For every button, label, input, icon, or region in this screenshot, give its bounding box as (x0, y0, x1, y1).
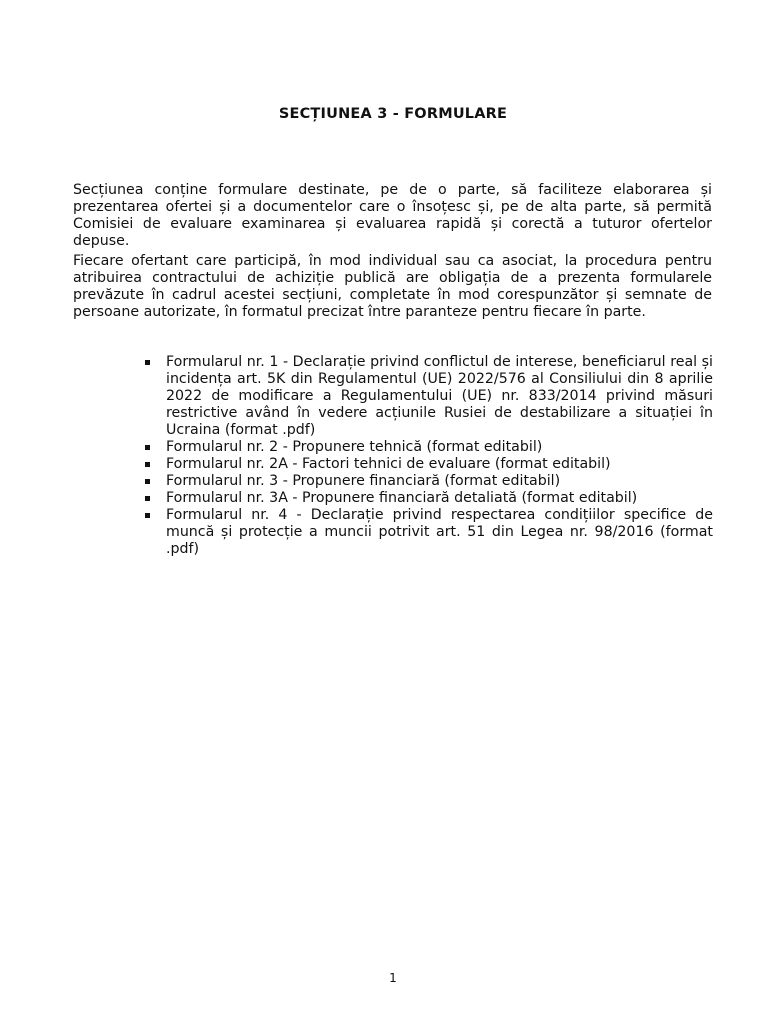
intro-paragraph: Secțiunea conține formulare destinate, pe de o parte, să faciliteze elaborarea și prezentarea ofertei și a documentelor care o însoțesc și, pe de alta parte, să permită Comisiei de evaluare examinarea și evaluarea rapidă și corectă a tuturor ofertelor depuse. (73, 182, 712, 249)
section-title: SECȚIUNEA 3 - FORMULARE (278, 106, 508, 122)
form-item-text: Formularul nr. 2 - Propunere tehnică (format editabil) (166, 439, 543, 455)
page-number: 1 (389, 971, 397, 985)
square-bullet-icon (145, 462, 150, 467)
square-bullet-icon (145, 496, 150, 501)
list-item (166, 507, 713, 558)
list-item (166, 439, 713, 456)
forms-list (166, 354, 713, 558)
square-bullet-icon (145, 513, 150, 518)
form-item-text: Formularul nr. 3A - Propunere financiară detaliată (format editabil) (166, 490, 638, 506)
list-item (166, 473, 713, 490)
obligation-paragraph: Fiecare ofertant care participă, în mod individual sau ca asociat, la procedura pentru atribuirea contractului de achiziție publică are obligația de a prezenta formularele prevăzute în cadrul acestei secțiuni, completate în mod corespunzător și semnate de persoane autorizate, în formatul precizat între paranteze pentru fiecare în parte. (73, 253, 712, 320)
list-item (166, 354, 713, 439)
square-bullet-icon (145, 479, 150, 484)
list-item (166, 456, 713, 473)
form-item-text: Formularul nr. 2A - Factori tehnici de evaluare (format editabil) (166, 456, 611, 472)
form-item-text: Formularul nr. 3 - Propunere financiară (format editabil) (166, 473, 561, 489)
form-item-text: Formularul nr. 4 - Declarație privind respectarea condițiilor specifice de muncă și protecție a muncii potrivit art. 51 din Legea nr. 98/2016 (format .pdf) (166, 507, 713, 557)
square-bullet-icon (145, 360, 150, 365)
list-item (166, 490, 713, 507)
form-item-text: Formularul nr. 1 - Declarație privind conflictul de interese, beneficiarul real și incidența art. 5K din Regulamentul (UE) 2022/576 al Consiliului din 8 aprilie 2022 de modificare a Regulamentului (UE) nr. 833/2014 privind măsuri restrictive având în vedere acțiunile Rusiei de destabilizare a situației în Ucraina (format .pdf) (166, 354, 713, 438)
square-bullet-icon (145, 445, 150, 450)
